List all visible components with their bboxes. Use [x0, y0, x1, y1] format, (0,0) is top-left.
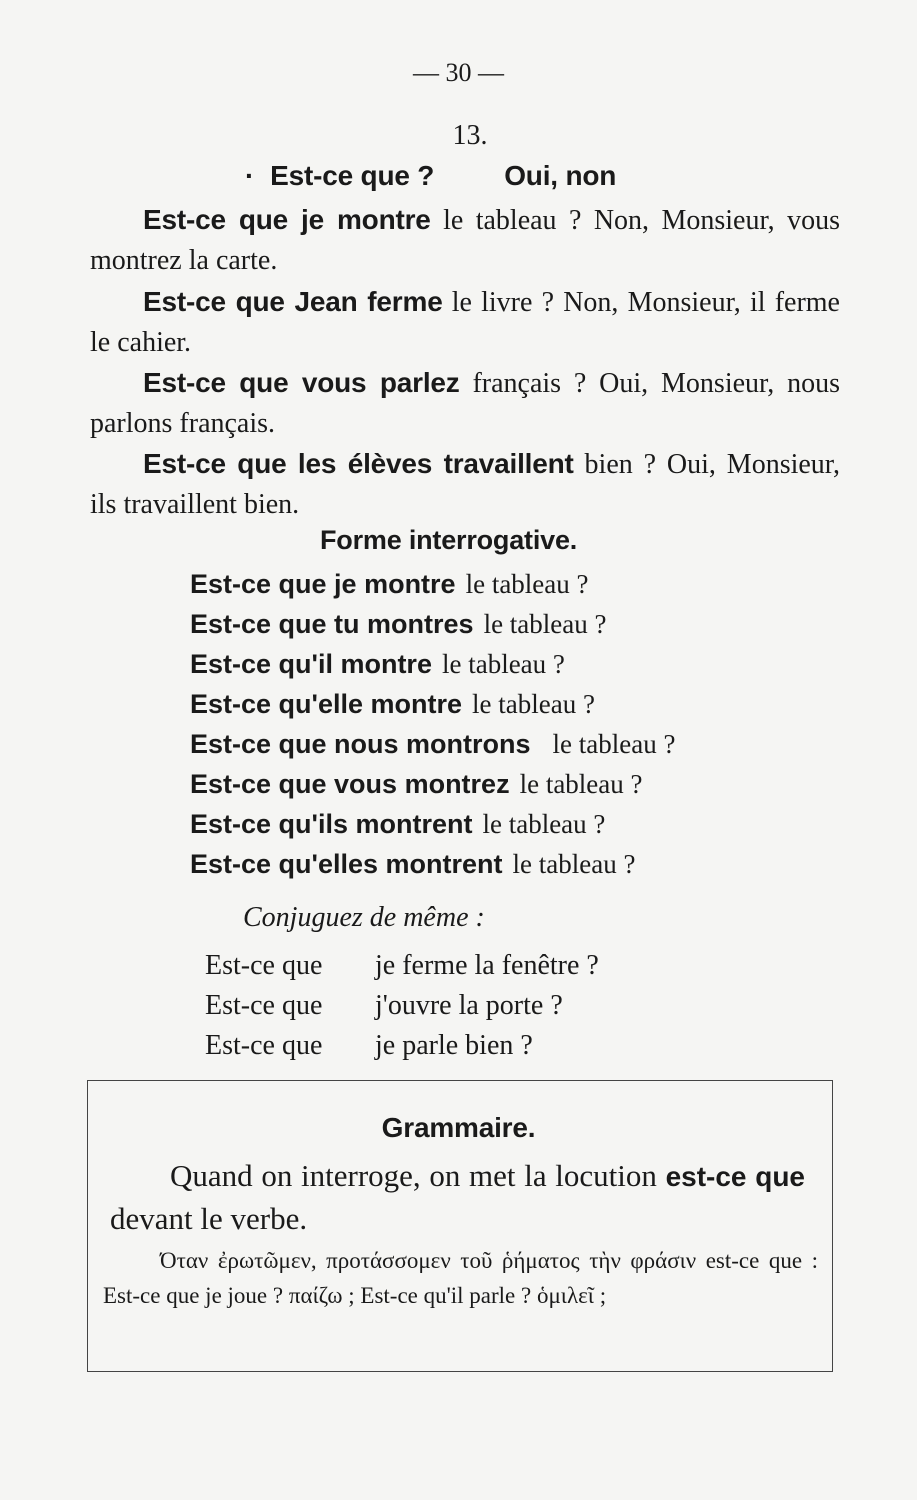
conjugation-verb: Est-ce que je montre — [190, 569, 456, 599]
dialogue-4 — [90, 444, 840, 525]
page-number: — 30 — — [413, 58, 504, 87]
exercise-row — [205, 986, 599, 1026]
grammar-rule — [110, 1155, 805, 1240]
conjugation-row — [190, 804, 675, 844]
form-title: Forme interrogative. — [320, 525, 578, 555]
conjugation-object: le tableau ? — [472, 689, 595, 719]
conjugation-verb: Est-ce que tu montres — [190, 609, 474, 639]
grammar-text-end: devant le verbe. — [110, 1201, 308, 1236]
greek-text: Όταν ἐρωτῶμεν, προτάσσομεν τοῦ ῥήματος τὴν φράσιν est-ce que : Est-ce que je joue ? παίζω ; Est-ce qu'il parle ? ὁμιλεῖ ; — [103, 1248, 818, 1308]
conjugation-object: le tableau ? — [483, 609, 607, 639]
lesson-number: 13. — [452, 120, 488, 151]
greek-translation — [103, 1243, 818, 1313]
conjugation-table — [190, 564, 675, 884]
dialogue-3-question: Est-ce que vous parlez — [143, 367, 460, 398]
conjugation-row — [190, 644, 675, 684]
conjugation-row — [190, 844, 675, 884]
lesson-heading — [245, 160, 616, 192]
conjugation-object: le tableau ? — [512, 849, 636, 879]
exercise-prefix: Est-ce que — [205, 1030, 323, 1061]
dialogue-4-question: Est-ce que les élèves travaillent — [143, 448, 574, 479]
exercise-list — [205, 946, 599, 1066]
grammar-bold: est-ce que — [665, 1161, 805, 1192]
exercise-phrase: je parle bien ? — [375, 1030, 533, 1061]
conjugation-row — [190, 564, 675, 604]
dialogue-1 — [90, 200, 840, 281]
conjugation-verb: Est-ce qu'elles montrent — [190, 849, 503, 879]
conjugation-verb: Est-ce qu'elle montre — [190, 689, 462, 719]
heading-left: Est-ce que ? — [270, 160, 435, 191]
conjuguez-title: Conjuguez de même : — [243, 902, 485, 933]
exercise-row — [205, 946, 599, 986]
conjugation-object: le tableau ? — [441, 649, 565, 679]
dialogue-4-answer: bien ? Oui, Monsieur, ils travaillent bien. — [90, 449, 840, 520]
conjugation-verb: Est-ce que vous montrez — [190, 769, 510, 799]
conjugation-object: le tableau ? — [552, 729, 676, 759]
dialogue-2-answer: le livre ? Non, Monsieur, il ferme le cahier. — [90, 287, 840, 358]
conjugation-row — [190, 764, 675, 804]
exercise-prefix: Est-ce que — [205, 950, 323, 981]
dialogue-1-answer: le tableau ? Non, Monsieur, vous montrez la carte. — [90, 205, 840, 276]
conjugation-object: le tableau ? — [465, 569, 589, 599]
dialogue-1-question: Est-ce que je montre — [143, 204, 431, 235]
conjugation-verb: Est-ce qu'il montre — [190, 649, 432, 679]
exercise-prefix: Est-ce que — [205, 990, 323, 1021]
conjugation-row — [190, 684, 675, 724]
heading-bullet: · — [245, 160, 255, 191]
exercise-row — [205, 1026, 599, 1066]
conjugation-object: le tableau ? — [519, 769, 643, 799]
grammar-text: Quand on interroge, on met la locution — [170, 1158, 666, 1193]
conjugation-row — [190, 604, 675, 644]
dialogue-3 — [90, 363, 840, 444]
conjugation-verb: Est-ce qu'ils montrent — [190, 809, 473, 839]
dialogue-2-question: Est-ce que Jean ferme — [143, 286, 443, 317]
conjugation-object: le tableau ? — [482, 809, 606, 839]
conjugation-verb: Est-ce que nous montrons — [190, 729, 531, 759]
conjugation-row — [190, 724, 675, 764]
heading-right: Oui, non — [504, 160, 617, 191]
dialogue-3-answer: français ? Oui, Monsieur, nous parlons français. — [90, 368, 840, 439]
grammar-title: Grammaire. — [381, 1112, 536, 1143]
exercise-phrase: je ferme la fenêtre ? — [375, 950, 599, 981]
dialogue-2 — [90, 282, 840, 363]
exercise-phrase: j'ouvre la porte ? — [375, 990, 563, 1021]
